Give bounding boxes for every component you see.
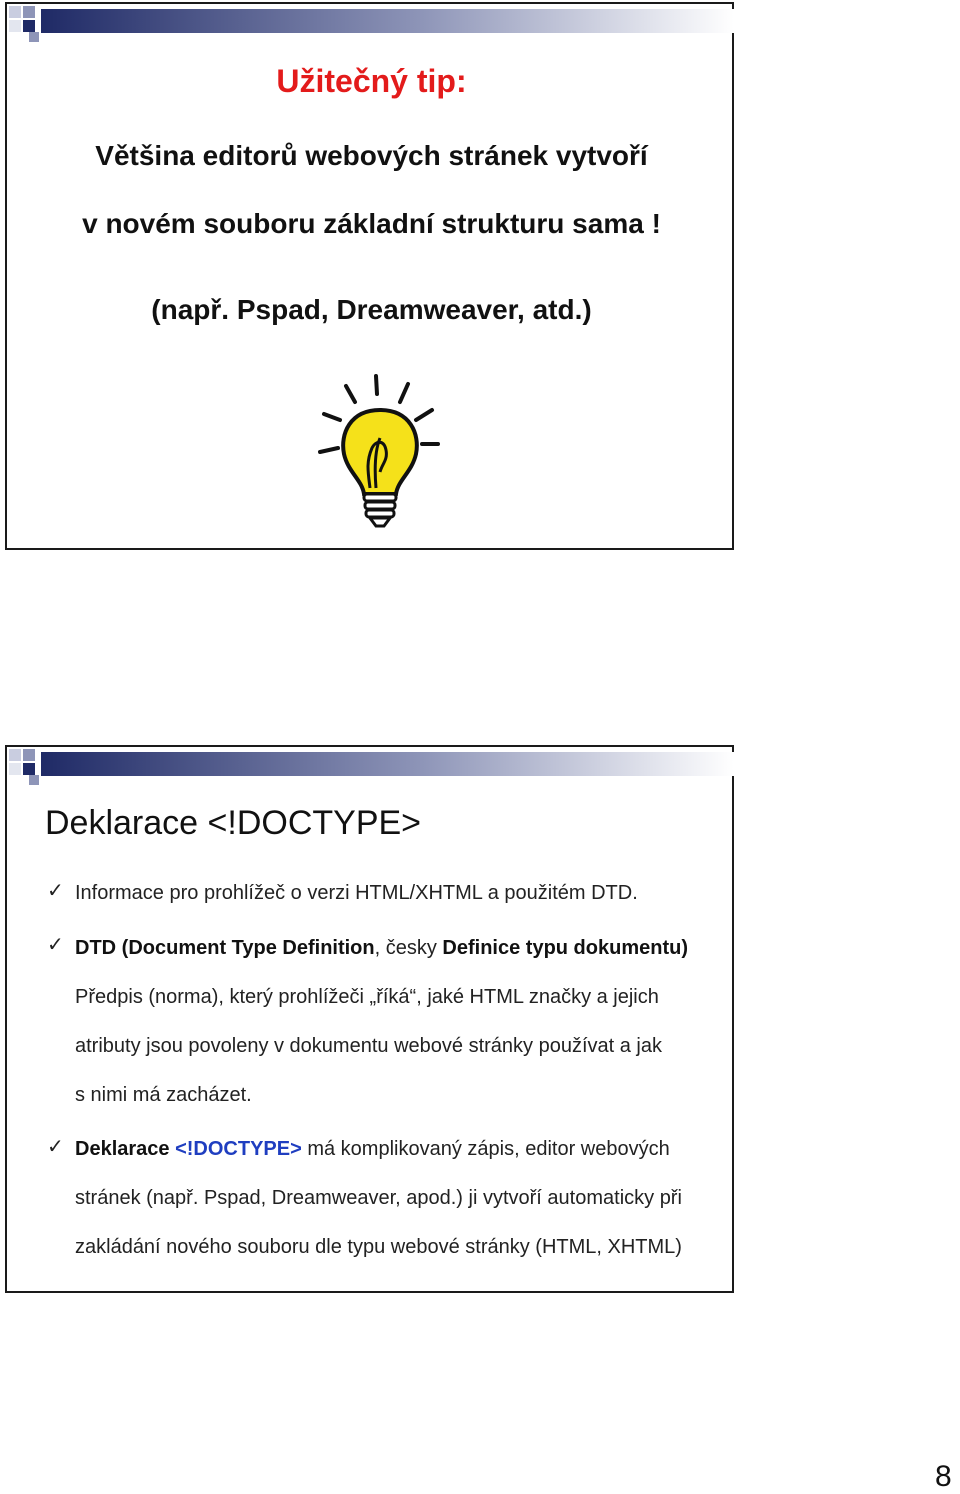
lightbulb-icon — [310, 372, 450, 532]
dtd-term: DTD (Document Type Definition — [75, 937, 375, 959]
paragraph-line: atributy jsou povoleny v dokumentu webové stránky používat a jak — [75, 1035, 662, 1057]
bullet-rest: má komplikovaný zápis, editor webových — [301, 1138, 670, 1160]
bullet-text: Informace pro prohlížeč o verzi HTML/XHTML a použitém DTD. — [75, 882, 638, 904]
slide-header-decoration — [7, 747, 734, 787]
paragraph-line: Předpis (norma), který prohlížeči „říká“, jaké HTML značky a jejich — [75, 986, 659, 1008]
tip-line-1: Většina editorů webových stránek vytvoří — [95, 140, 648, 171]
check-mark-icon: ✓ — [47, 934, 64, 956]
slide-tip — [5, 2, 734, 550]
dtd-connector: , česky — [374, 937, 443, 959]
paragraph-line: stránek (např. Pspad, Dreamweaver, apod.) ji vytvoří automaticky při — [75, 1187, 682, 1209]
slide-header-decoration — [7, 4, 734, 44]
paragraph-line: s nimi má zacházet. — [75, 1084, 252, 1106]
tip-line-3: (např. Pspad, Dreamweaver, atd.) — [151, 294, 592, 325]
bullet-text — [75, 1137, 670, 1161]
check-mark-icon: ✓ — [47, 1136, 64, 1158]
page-number: 8 — [935, 1460, 952, 1493]
tip-line-2: v novém souboru základní strukturu sama ! — [82, 208, 661, 239]
slide-heading: Deklarace <!DOCTYPE> — [45, 804, 422, 842]
check-mark-icon: ✓ — [47, 880, 64, 902]
deklarace-term: Deklarace — [75, 1138, 176, 1160]
bullet-text — [75, 936, 688, 960]
dtd-czech-term: Definice typu dokumentu) — [442, 937, 688, 959]
slide-doctype — [5, 745, 734, 1293]
tip-title: Užitečný tip: — [276, 63, 467, 99]
paragraph-line: zakládání nového souboru dle typu webové stránky (HTML, XHTML) — [75, 1236, 682, 1258]
doctype-term: <!DOCTYPE> — [175, 1138, 302, 1160]
